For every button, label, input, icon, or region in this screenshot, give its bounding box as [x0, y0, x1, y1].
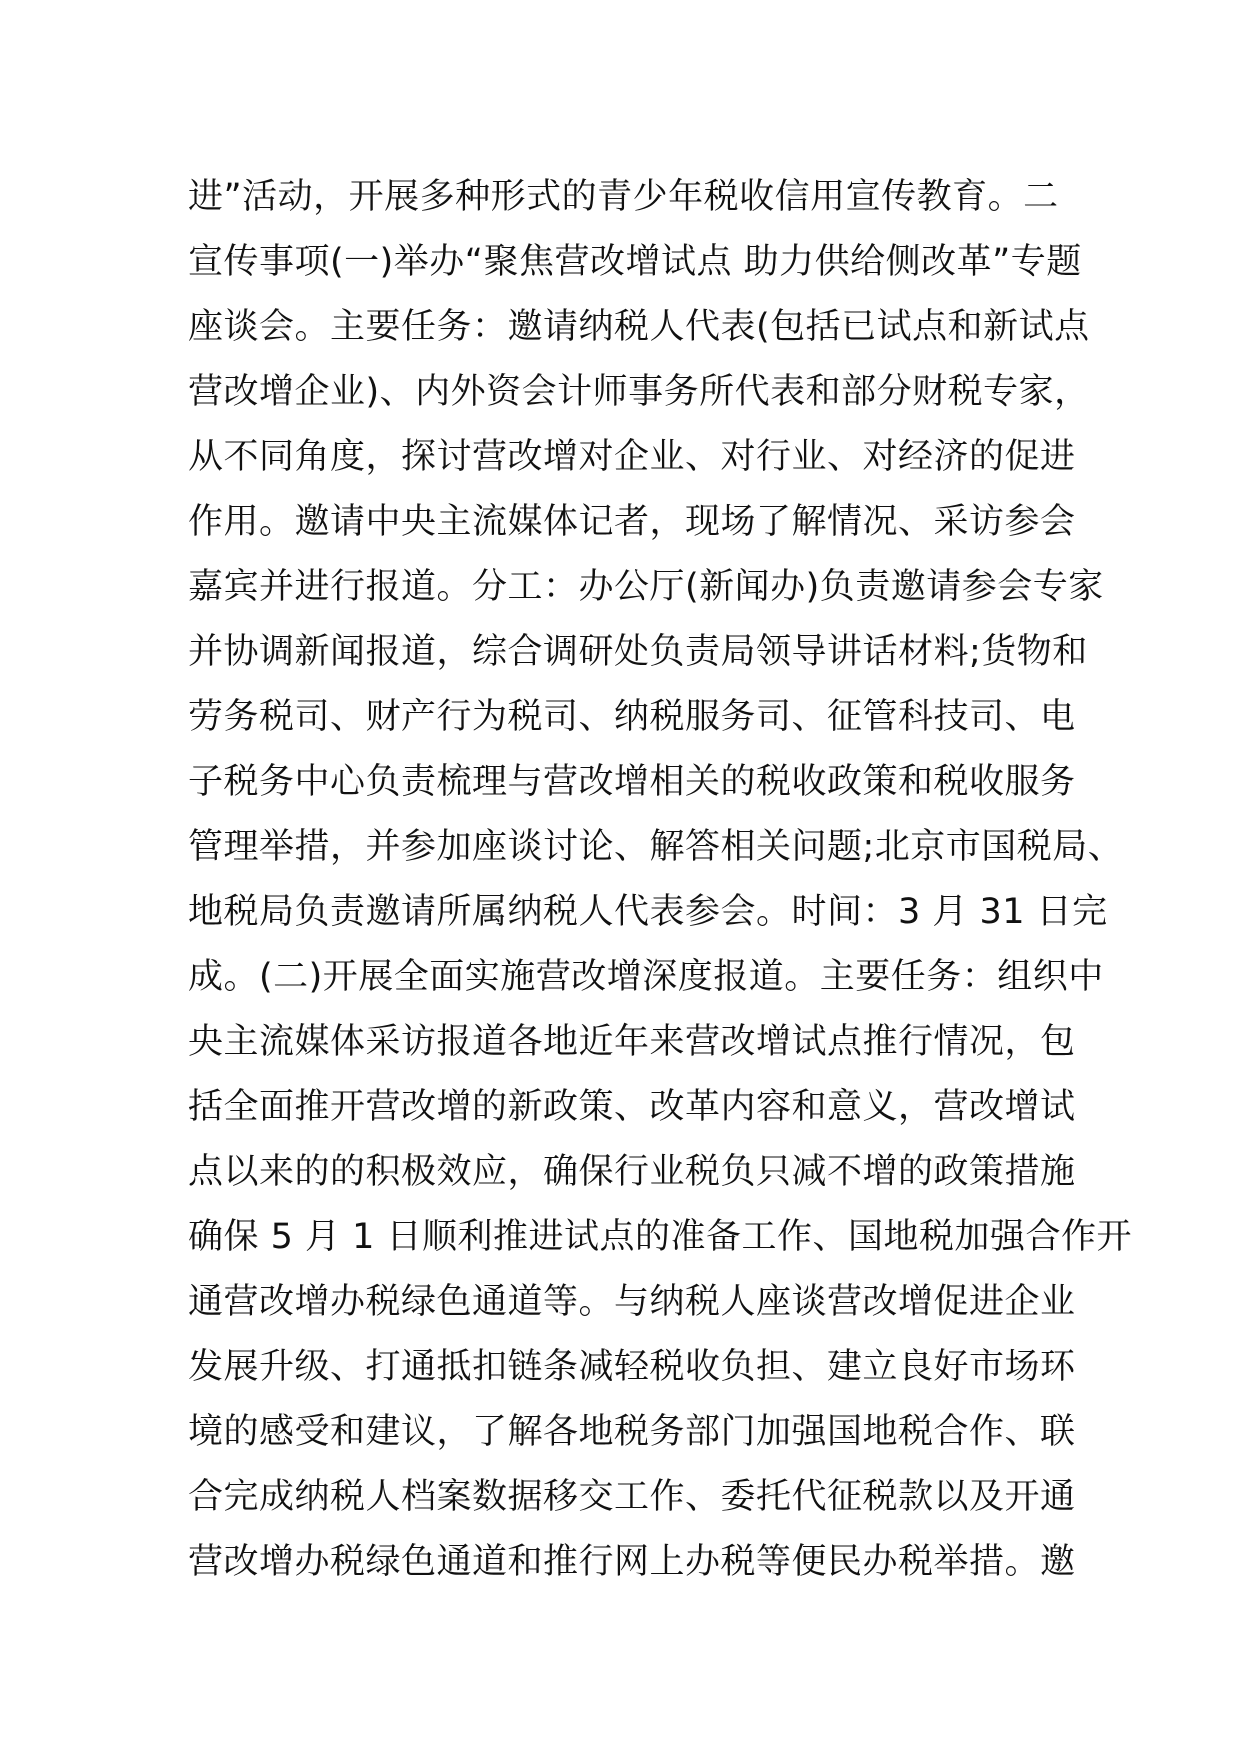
text-line: 发展升级、打通抵扣链条减轻税收负担、建立良好市场环 — [188, 1347, 1076, 1387]
text-line: 宣传事项(一)举办“聚焦营改增试点 助力供给侧改革”专题 — [188, 242, 1082, 282]
text-line: 并协调新闻报道，综合调研处负责局领导讲话材料;货物和 — [188, 632, 1088, 672]
text-line: 嘉宾并进行报道。分工：办公厅(新闻办)负责邀请参会专家 — [188, 567, 1104, 607]
text-line: 合完成纳税人档案数据移交工作、委托代征税款以及开通 — [188, 1477, 1076, 1517]
text-line: 进”活动，开展多种形式的青少年税收信用宣传教育。二 — [188, 177, 1059, 217]
text-line: 座谈会。主要任务：邀请纳税人代表(包括已试点和新试点 — [188, 307, 1090, 347]
text-line: 营改增企业)、内外资会计师事务所代表和部分财税专家， — [188, 372, 1090, 412]
text-line: 营改增办税绿色通道和推行网上办税等便民办税举措。邀 — [188, 1542, 1076, 1582]
text-line: 央主流媒体采访报道各地近年来营改增试点推行情况，包 — [188, 1022, 1076, 1062]
text-line: 境的感受和建议，了解各地税务部门加强国地税合作、联 — [188, 1412, 1076, 1452]
text-line: 点以来的的积极效应，确保行业税负只减不增的政策措施 — [188, 1152, 1076, 1192]
text-line: 作用。邀请中央主流媒体记者，现场了解情况、采访参会 — [188, 502, 1076, 542]
text-line: 管理举措，并参加座谈讨论、解答相关问题;北京市国税局、 — [188, 827, 1124, 867]
text-line: 劳务税司、财产行为税司、纳税服务司、征管科技司、电 — [188, 697, 1076, 737]
body-text — [188, 165, 1133, 1595]
text-line: 地税局负责邀请所属纳税人代表参会。时间：3 月 31 日完 — [188, 892, 1108, 932]
text-line: 成。(二)开展全面实施营改增深度报道。主要任务：组织中 — [188, 957, 1104, 997]
text-line: 通营改增办税绿色通道等。与纳税人座谈营改增促进企业 — [188, 1282, 1076, 1322]
text-line: 从不同角度，探讨营改增对企业、对行业、对经济的促进 — [188, 437, 1076, 477]
text-line: 确保 5 月 1 日顺利推进试点的准备工作、国地税加强合作开 — [188, 1217, 1133, 1257]
text-line: 括全面推开营改增的新政策、改革内容和意义，营改增试 — [188, 1087, 1076, 1127]
text-line: 子税务中心负责梳理与营改增相关的税收政策和税收服务 — [188, 762, 1076, 802]
